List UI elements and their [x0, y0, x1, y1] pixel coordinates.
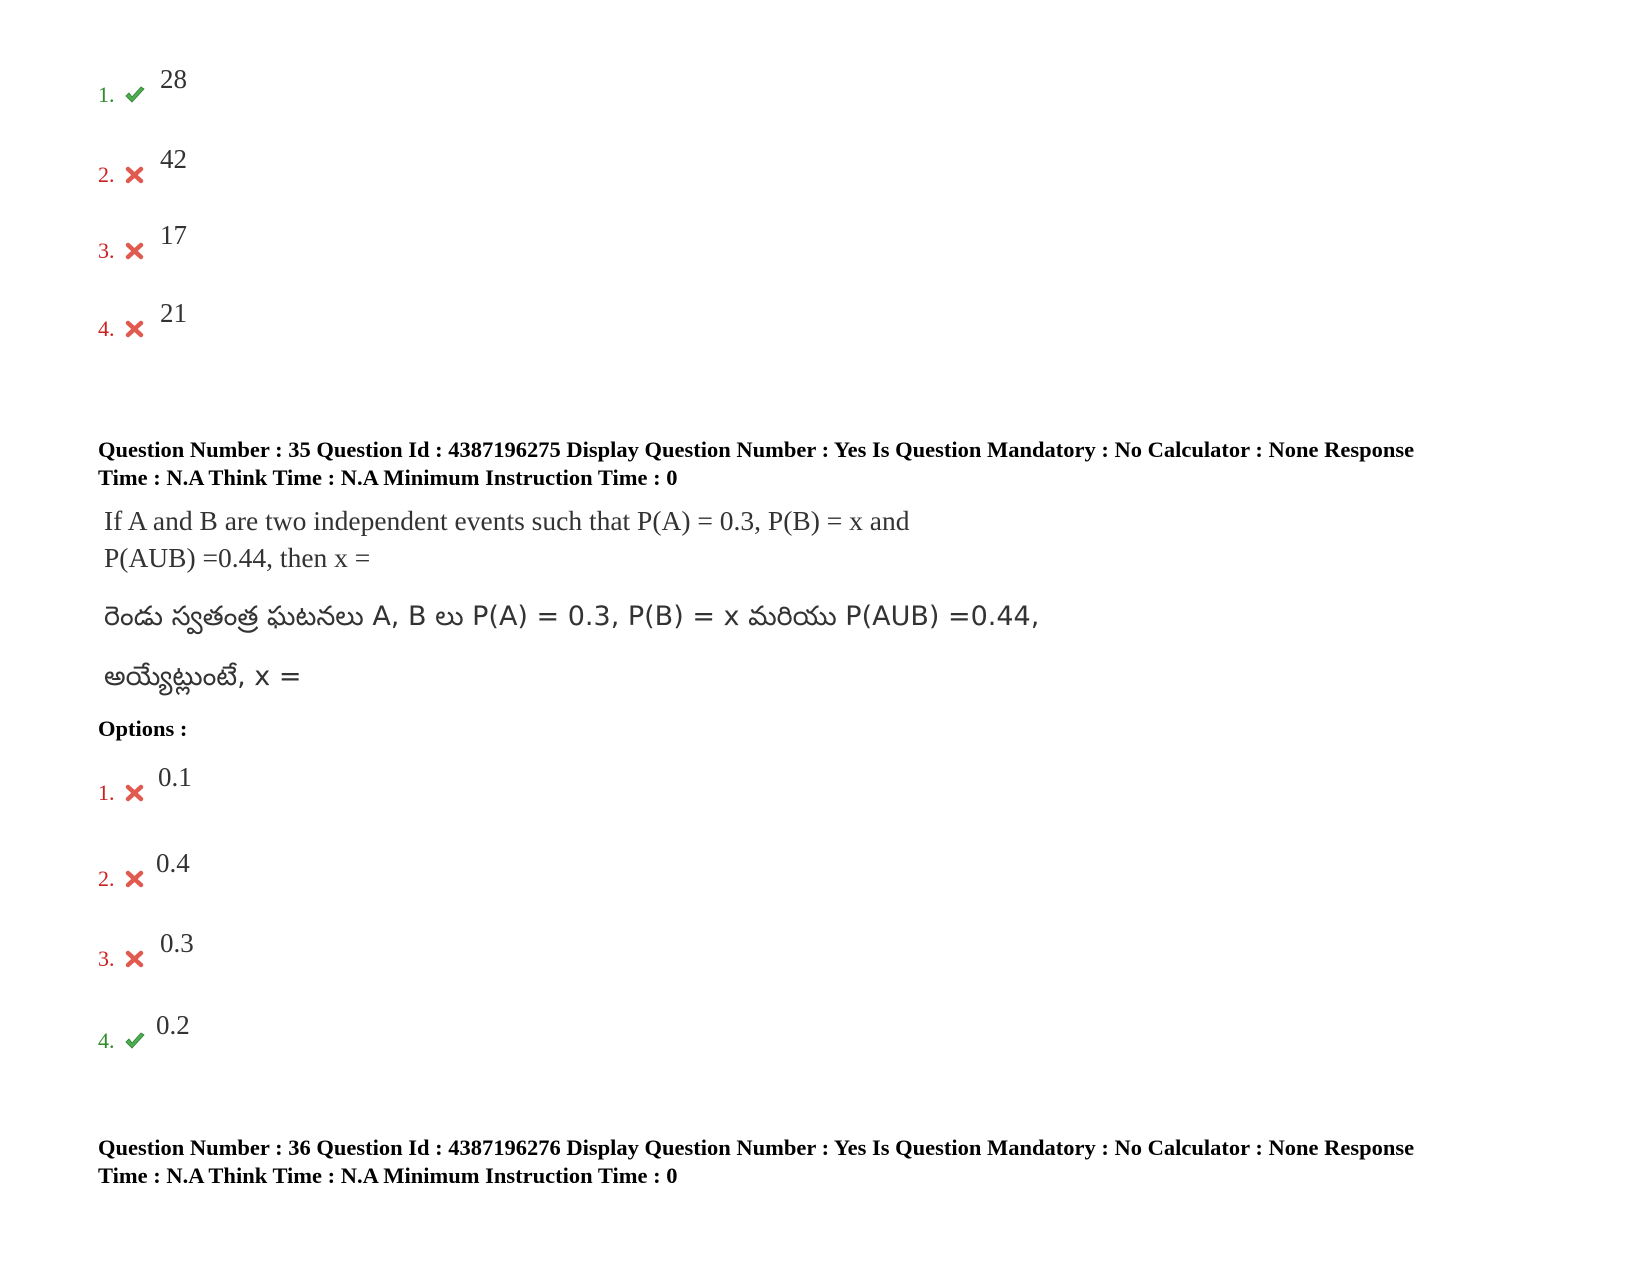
q35-option-2: [98, 850, 498, 890]
q36-meta-line2: Time : N.A Think Time : N.A Minimum Instruction Time : 0: [98, 1163, 678, 1188]
options-label: Options :: [98, 716, 188, 741]
cross-icon: [124, 319, 146, 339]
q35-question-english-line1: If A and B are two independent events such that P(A) = 0.3, P(B) = x and: [104, 505, 910, 536]
option-value: 28: [160, 64, 187, 94]
option-value: 42: [160, 144, 187, 174]
q35-question-telugu-line1: రెండు స్వతంత్ర ఘటనలు A, B లు P(A) = 0.3, P(B) = x మరియు P(AUB) =0.44,: [104, 601, 1040, 632]
q35-metadata: [98, 436, 1578, 492]
check-icon: [124, 1031, 146, 1051]
q35-option-3: [98, 930, 498, 970]
option-value: 0.1: [158, 762, 192, 792]
option-value: 0.2: [156, 1010, 190, 1040]
option-value: 21: [160, 298, 187, 328]
q35-question-telugu-line2: అయ్యేట్లుంటే, x =: [104, 661, 302, 692]
cross-icon: [124, 949, 146, 969]
prev-option-4: [98, 300, 498, 340]
prev-option-1: [98, 66, 498, 106]
q35-meta-line1: Question Number : 35 Question Id : 4387196275 Display Question Number : Yes Is Question Mandatory : No Calculator : None Response: [98, 437, 1415, 462]
cross-icon: [124, 783, 146, 803]
option-number: 1.: [98, 82, 115, 107]
cross-icon: [124, 165, 146, 185]
option-number: 2.: [98, 866, 115, 891]
option-number: 4.: [98, 1028, 115, 1053]
cross-icon: [124, 869, 146, 889]
q35-meta-line2: Time : N.A Think Time : N.A Minimum Instruction Time : 0: [98, 465, 678, 490]
option-number: 3.: [98, 946, 115, 971]
q35-option-4: [98, 1012, 498, 1052]
cross-icon: [124, 241, 146, 261]
check-icon: [124, 85, 146, 105]
q35-option-1: [98, 764, 498, 804]
prev-option-2: [98, 146, 498, 186]
q36-meta-line1: Question Number : 36 Question Id : 4387196276 Display Question Number : Yes Is Question Mandatory : No Calculator : None Response: [98, 1135, 1415, 1160]
option-value: 0.3: [160, 928, 194, 958]
option-number: 2.: [98, 162, 115, 187]
prev-option-3: [98, 222, 498, 262]
option-number: 3.: [98, 238, 115, 263]
option-number: 4.: [98, 316, 115, 341]
option-number: 1.: [98, 780, 115, 805]
option-value: 17: [160, 220, 187, 250]
option-value: 0.4: [156, 848, 190, 878]
q36-metadata: [98, 1134, 1578, 1190]
q35-question-english-line2: P(AUB) =0.44, then x =: [104, 542, 371, 573]
